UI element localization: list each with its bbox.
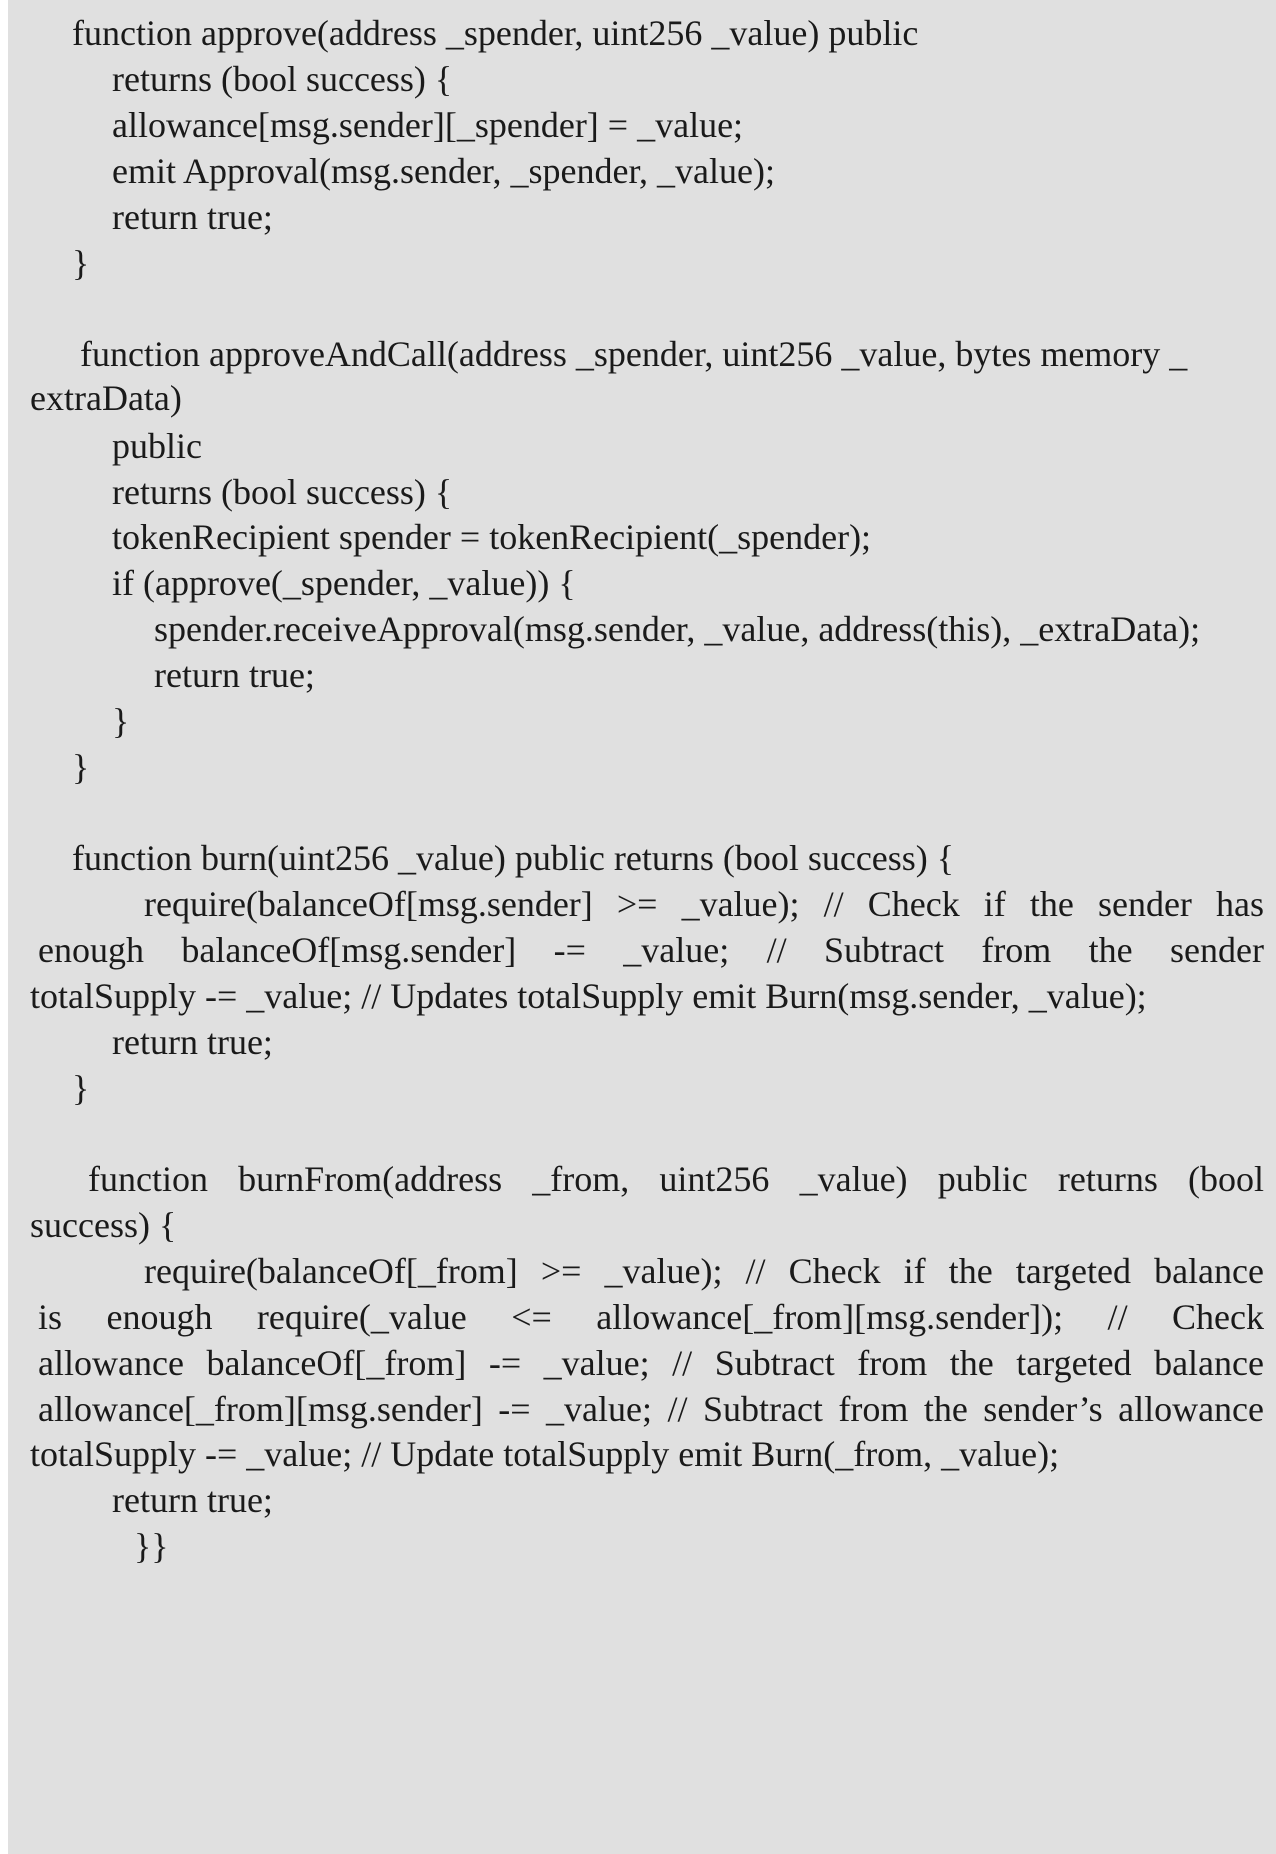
code-line: allowance[msg.sender][_spender] = _value; [112, 105, 744, 145]
code-line: tokenRecipient spender = tokenRecipient(_spender); [112, 517, 872, 557]
code-line: if (approve(_spender, _value)) { [112, 563, 576, 603]
code-line: totalSupply -= _value; // Update totalSupply emit Burn(_from, _value); [30, 1434, 1060, 1474]
code-line: return true; [112, 1480, 273, 1520]
code-line: totalSupply -= _value; // Updates totalSupply emit Burn(msg.sender, _value); [30, 976, 1147, 1016]
code-line: function approve(address _spender, uint256 _value) public [72, 13, 919, 53]
code-line: returns (bool success) { [112, 472, 453, 512]
code-line: allowance balanceOf[_from] -= _value; // Subtract from the targeted balance [38, 1343, 1264, 1383]
code-line: require(balanceOf[msg.sender] >= _value); // Check if the sender has [144, 884, 1264, 924]
code-line: } [112, 701, 130, 741]
code-line: enough balanceOf[msg.sender] -= _value; // Subtract from the sender [38, 930, 1264, 970]
code-line: success) { [30, 1205, 177, 1245]
code-line: } [72, 747, 90, 787]
code-line: extraData) [30, 378, 182, 418]
code-line: function approveAndCall(address _spender, uint256 _value, bytes memory _ [80, 334, 1188, 374]
code-line: } [72, 1068, 90, 1108]
code-line: } [72, 243, 90, 283]
code-document [8, 0, 1276, 1854]
code-line: function burnFrom(address _from, uint256 _value) public returns (bool [88, 1159, 1264, 1199]
code-line: is enough require(_value <= allowance[_from][msg.sender]); // Check [38, 1297, 1264, 1337]
code-line: returns (bool success) { [112, 59, 453, 99]
code-line: return true; [112, 197, 273, 237]
code-line: function burn(uint256 _value) public returns (bool success) { [72, 838, 955, 878]
code-line: return true; [154, 655, 315, 695]
code-line: emit Approval(msg.sender, _spender, _value); [112, 151, 775, 191]
code-line: return true; [112, 1022, 273, 1062]
code-line: public [112, 426, 202, 466]
code-line: }} [134, 1526, 169, 1566]
code-line: allowance[_from][msg.sender] -= _value; // Subtract from the sender’s allowance [38, 1389, 1264, 1429]
code-line: spender.receiveApproval(msg.sender, _value, address(this), _extraData); [154, 609, 1201, 649]
code-line: require(balanceOf[_from] >= _value); // Check if the targeted balance [144, 1251, 1264, 1291]
